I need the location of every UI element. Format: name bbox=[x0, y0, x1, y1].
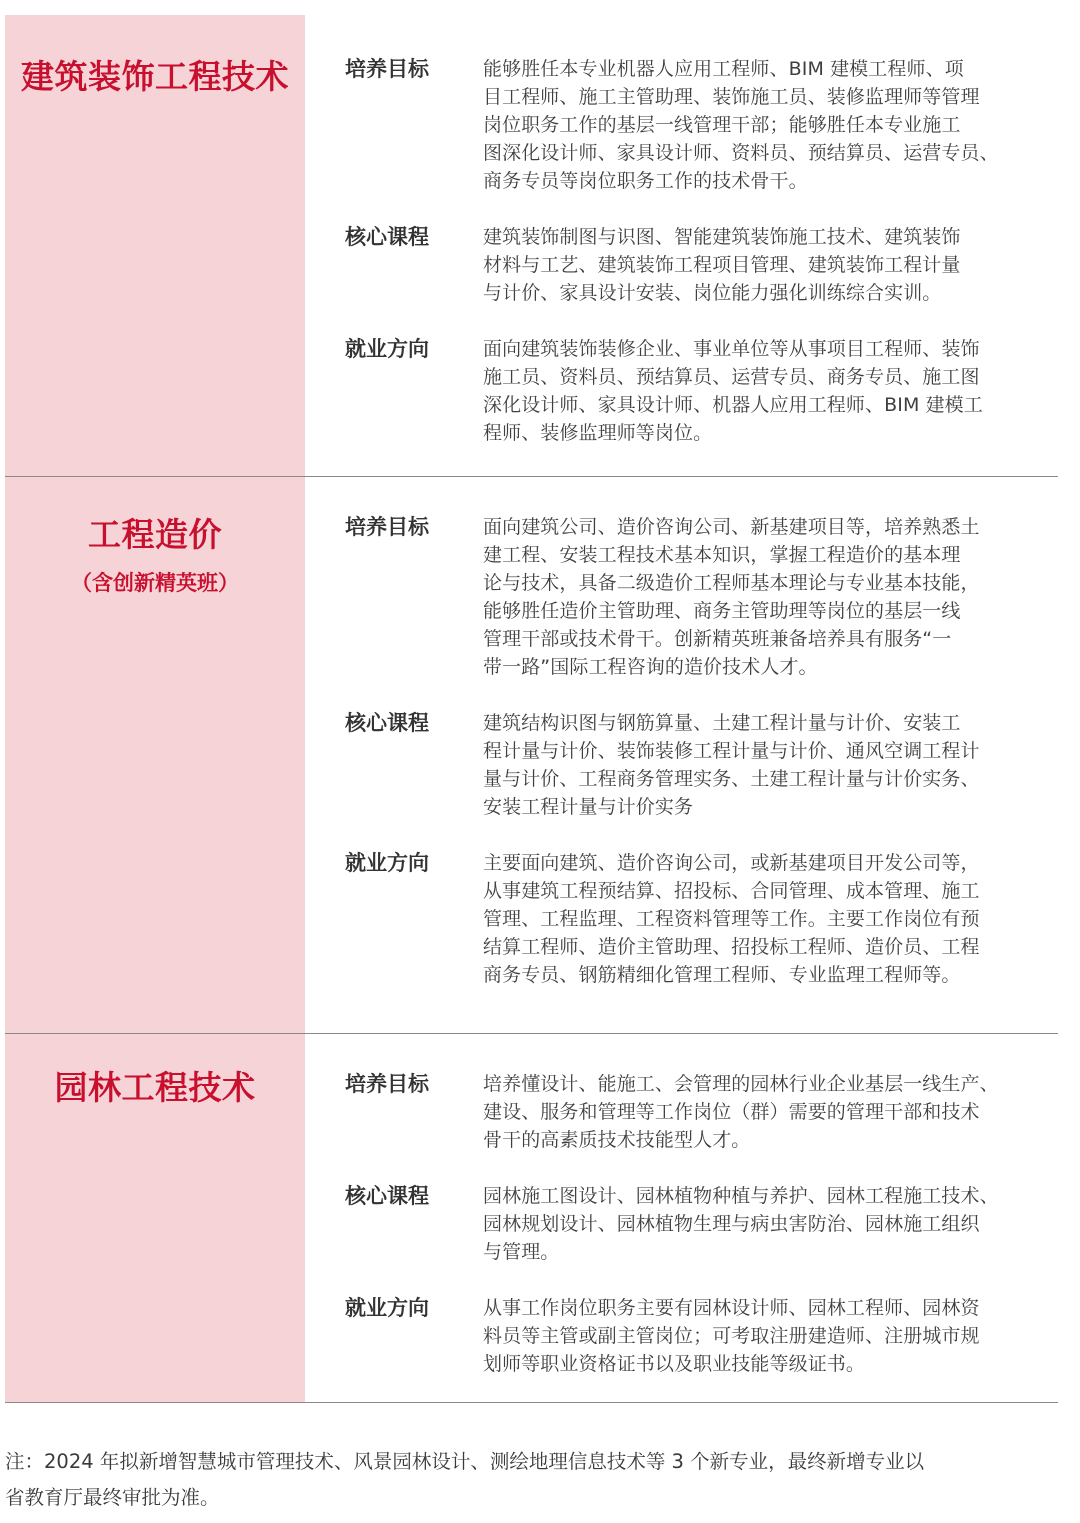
jobs-text: 面向建筑装饰装修企业、事业单位等从事项目工程师、装饰 施工员、资料员、预结算员、运营专员、商务专员、施工图 深化设计师、家具设计师、机器人应用工程师、BIM 建模工 程师、装修监理师等岗位。 bbox=[483, 338, 983, 444]
jobs-row bbox=[345, 1294, 1058, 1378]
major-section-architectural-decoration bbox=[5, 15, 1058, 477]
courses-label: 核心课程 bbox=[345, 225, 429, 249]
goal-label: 培养目标 bbox=[345, 515, 429, 539]
courses-row bbox=[345, 709, 1058, 821]
major-name-panel bbox=[5, 477, 305, 1033]
goal-row bbox=[345, 55, 1058, 195]
courses-label: 核心课程 bbox=[345, 1184, 429, 1208]
major-name: 园林工程技术 bbox=[54, 1068, 256, 1107]
goal-label: 培养目标 bbox=[345, 1072, 429, 1096]
majors-table bbox=[5, 15, 1058, 1403]
major-name-panel bbox=[5, 1034, 305, 1402]
jobs-row bbox=[345, 335, 1058, 447]
major-name: 工程造价 bbox=[88, 515, 222, 554]
jobs-row bbox=[345, 849, 1058, 989]
major-section-landscape-engineering bbox=[5, 1034, 1058, 1403]
jobs-label: 就业方向 bbox=[345, 1296, 429, 1320]
courses-label: 核心课程 bbox=[345, 711, 429, 735]
goal-text: 面向建筑公司、造价咨询公司、新基建项目等，培养熟悉土 建工程、安装工程技术基本知识，掌握工程造价的基本理 论与技术，具备二级造价工程师基本理论与专业基本技能， 能够胜任造价主管助理、商务主管助理等岗位的基层一线 管理干部或技术骨干。创新精英班兼备培养具有服务“一 带一路”国际工程咨询的造价技术人才。 bbox=[483, 516, 980, 678]
major-name-panel bbox=[5, 15, 305, 476]
major-details bbox=[305, 1034, 1058, 1402]
major-details bbox=[305, 477, 1058, 1033]
major-subtitle: （含创新精英班） bbox=[71, 570, 239, 595]
courses-text: 园林施工图设计、园林植物种植与养护、园林工程施工技术、 园林规划设计、园林植物生理与病虫害防治、园林施工组织 与管理。 bbox=[483, 1185, 999, 1263]
courses-text: 建筑结构识图与钢筋算量、土建工程计量与计价、安装工 程计量与计价、装饰装修工程计量与计价、通风空调工程计 量与计价、工程商务管理实务、土建工程计量与计价实务、 安装工程计量与计价实务 bbox=[483, 712, 980, 818]
jobs-label: 就业方向 bbox=[345, 337, 429, 361]
footnote: 注：2024 年拟新增智慧城市管理技术、风景园林设计、测绘地理信息技术等 3 个新专业，最终新增专业以 省教育厅最终审批为准。 bbox=[5, 1450, 925, 1509]
goal-text: 能够胜任本专业机器人应用工程师、BIM 建模工程师、项 目工程师、施工主管助理、装饰施工员、装修监理师等管理 岗位职务工作的基层一线管理干部；能够胜任本专业施工 图深化设计师、家具设计师、资料员、预结算员、运营专员、 商务专员等岗位职务工作的技术骨干。 bbox=[483, 58, 999, 192]
major-name: 建筑装饰工程技术 bbox=[21, 57, 289, 96]
goal-row bbox=[345, 513, 1058, 681]
courses-text: 建筑装饰制图与识图、智能建筑装饰施工技术、建筑装饰 材料与工艺、建筑装饰工程项目管理、建筑装饰工程计量 与计价、家具设计安装、岗位能力强化训练综合实训。 bbox=[483, 226, 961, 304]
major-section-engineering-cost bbox=[5, 477, 1058, 1034]
goal-row bbox=[345, 1070, 1058, 1154]
goal-text: 培养懂设计、能施工、会管理的园林行业企业基层一线生产、 建设、服务和管理等工作岗位（群）需要的管理干部和技术 骨干的高素质技术技能型人才。 bbox=[483, 1073, 999, 1151]
jobs-label: 就业方向 bbox=[345, 851, 429, 875]
jobs-text: 从事工作岗位职务主要有园林设计师、园林工程师、园林资 料员等主管或副主管岗位；可考取注册建造师、注册城市规 划师等职业资格证书以及职业技能等级证书。 bbox=[483, 1297, 980, 1375]
major-details bbox=[305, 15, 1058, 476]
courses-row bbox=[345, 223, 1058, 307]
courses-row bbox=[345, 1182, 1058, 1266]
goal-label: 培养目标 bbox=[345, 57, 429, 81]
jobs-text: 主要面向建筑、造价咨询公司，或新基建项目开发公司等， 从事建筑工程预结算、招投标、合同管理、成本管理、施工 管理、工程监理、工程资料管理等工作。主要工作岗位有预 结算工程师、造价主管助理、招投标工程师、造价员、工程 商务专员、钢筋精细化管理工程师、专业监理工程师等。 bbox=[483, 852, 980, 986]
